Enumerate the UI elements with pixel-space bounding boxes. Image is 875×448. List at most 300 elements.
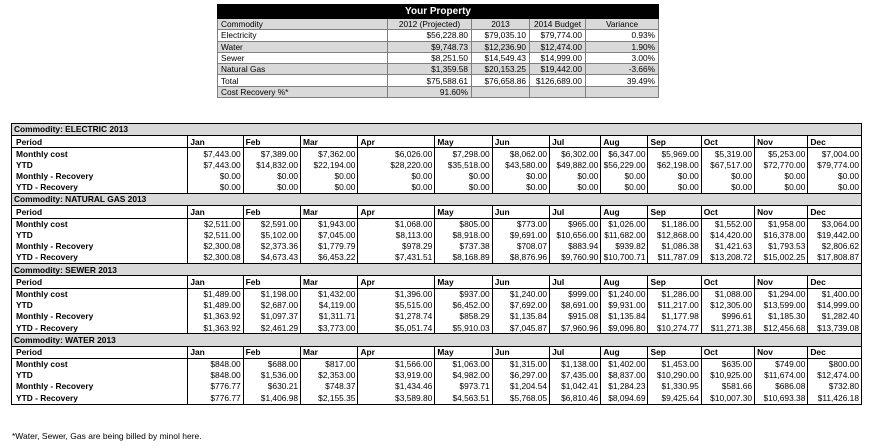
- cell-value: $1,278.74: [358, 311, 435, 322]
- header-2014-budget: 2014 Budget: [530, 19, 586, 30]
- cell-value: $72,770.00: [755, 160, 808, 171]
- row-label: Monthly - Recovery: [12, 381, 188, 392]
- header-variance: Variance: [586, 19, 659, 30]
- row-label: YTD - Recovery: [12, 392, 188, 404]
- cell-value: $10,693.38: [755, 392, 808, 404]
- cell-value: $6,452.00: [435, 300, 492, 311]
- month-header-row: [12, 346, 862, 358]
- cell-value: $2,155.35: [301, 392, 358, 404]
- cell-value: $1,198.00: [243, 288, 300, 300]
- cell-value: $1,489.00: [188, 288, 243, 300]
- cell-value: $8,062.00: [492, 148, 549, 160]
- cell-value: $4,563.51: [435, 392, 492, 404]
- cell-value: $8,837.00: [601, 370, 648, 381]
- cell-value: $1,086.38: [648, 241, 701, 252]
- cell-value: $5,768.05: [492, 392, 549, 404]
- summary-label: Electricity: [218, 30, 388, 41]
- row-ytd: [12, 230, 862, 241]
- cell-value: $9,931.00: [601, 300, 648, 311]
- summary-value: $79,774.00: [530, 30, 586, 41]
- cell-value: $7,004.00: [808, 148, 862, 160]
- summary-header-row: [218, 19, 659, 30]
- cell-value: $3,773.00: [301, 322, 358, 334]
- cell-value: $1,958.00: [755, 218, 808, 230]
- cell-value: $3,064.00: [808, 218, 862, 230]
- month-header: Aug: [601, 206, 648, 218]
- month-header: Dec: [808, 276, 862, 288]
- cell-value: $635.00: [701, 358, 754, 370]
- cell-value: $16,378.00: [755, 230, 808, 241]
- row-label: Monthly - Recovery: [12, 311, 188, 322]
- cell-value: $7,389.00: [243, 148, 300, 160]
- row-ytd-recovery: [12, 392, 862, 404]
- cell-value: $5,910.03: [435, 322, 492, 334]
- row-monthly-recovery: [12, 381, 862, 392]
- month-header: Dec: [808, 206, 862, 218]
- cell-value: $686.08: [755, 381, 808, 392]
- cell-value: $7,362.00: [301, 148, 358, 160]
- cell-value: $0.00: [188, 182, 243, 194]
- cell-value: $2,373.36: [243, 241, 300, 252]
- cell-value: $1,421.63: [701, 241, 754, 252]
- month-header: Dec: [808, 346, 862, 358]
- month-header: Aug: [601, 136, 648, 148]
- month-header: Apr: [358, 136, 435, 148]
- month-header: Mar: [301, 276, 358, 288]
- summary-value: $75,588.61: [388, 75, 472, 86]
- cell-value: $4,119.00: [301, 300, 358, 311]
- cell-value: $10,925.00: [701, 370, 754, 381]
- summary-value: $14,999.00: [530, 52, 586, 63]
- cell-value: $581.66: [701, 381, 754, 392]
- cell-value: $8,168.89: [435, 252, 492, 264]
- summary-label: Water: [218, 41, 388, 52]
- month-header: Nov: [755, 136, 808, 148]
- cell-value: $1,943.00: [301, 218, 358, 230]
- summary-value: 39.49%: [586, 75, 659, 86]
- cell-value: $7,045.87: [492, 322, 549, 334]
- cell-value: $7,443.00: [188, 148, 243, 160]
- summary-row-water: [218, 41, 659, 52]
- summary-row-total: [218, 75, 659, 86]
- row-ytd-recovery: [12, 322, 862, 334]
- cell-value: $11,787.09: [648, 252, 701, 264]
- cell-value: $2,687.00: [243, 300, 300, 311]
- cell-value: $12,456.68: [755, 322, 808, 334]
- cell-value: $749.00: [755, 358, 808, 370]
- month-header: Oct: [701, 136, 754, 148]
- cell-value: $0.00: [755, 171, 808, 182]
- row-label: YTD - Recovery: [12, 322, 188, 334]
- cell-value: $6,302.00: [550, 148, 601, 160]
- cell-value: $996.61: [701, 311, 754, 322]
- monthly-commodity-table: [11, 123, 862, 405]
- cell-value: $10,290.00: [648, 370, 701, 381]
- cell-value: $973.71: [435, 381, 492, 392]
- summary-row-electricity: [218, 30, 659, 41]
- cell-value: $2,300.08: [188, 252, 243, 264]
- cell-value: $14,832.00: [243, 160, 300, 171]
- cell-value: $2,353.00: [301, 370, 358, 381]
- summary-value: 91.60%: [388, 86, 472, 97]
- header-2012-projected: 2012 (Projected): [388, 19, 472, 30]
- row-ytd-recovery: [12, 182, 862, 194]
- cell-value: $7,960.96: [550, 322, 601, 334]
- cell-value: $22,194.00: [301, 160, 358, 171]
- cell-value: $12,305.00: [701, 300, 754, 311]
- cell-value: $1,088.00: [701, 288, 754, 300]
- month-header: Feb: [243, 276, 300, 288]
- cell-value: $1,315.00: [492, 358, 549, 370]
- cell-value: $0.00: [358, 171, 435, 182]
- cell-value: $49,882.00: [550, 160, 601, 171]
- cell-value: $1,294.00: [755, 288, 808, 300]
- cell-value: $848.00: [188, 358, 243, 370]
- summary-label: Cost Recovery %*: [218, 86, 388, 97]
- section-title: Commodity: NATURAL GAS 2013: [12, 194, 862, 206]
- row-ytd: [12, 300, 862, 311]
- cell-value: $9,760.90: [550, 252, 601, 264]
- cell-value: $13,739.08: [808, 322, 862, 334]
- cell-value: $5,051.74: [358, 322, 435, 334]
- cell-value: $1,185.30: [755, 311, 808, 322]
- summary-row-natural-gas: [218, 64, 659, 75]
- cell-value: $0.00: [601, 171, 648, 182]
- cell-value: $14,420.00: [701, 230, 754, 241]
- cell-value: $8,113.00: [358, 230, 435, 241]
- cell-value: $6,297.00: [492, 370, 549, 381]
- summary-value: $19,442.00: [530, 64, 586, 75]
- cell-value: $13,599.00: [755, 300, 808, 311]
- month-header: Jun: [492, 136, 549, 148]
- cell-value: $1,552.00: [701, 218, 754, 230]
- month-header: Jan: [188, 346, 243, 358]
- month-header: Feb: [243, 206, 300, 218]
- row-label: Monthly - Recovery: [12, 241, 188, 252]
- cell-value: $1,793.53: [755, 241, 808, 252]
- summary-value: 1.90%: [586, 41, 659, 52]
- cell-value: $1,566.00: [358, 358, 435, 370]
- cell-value: $8,094.69: [601, 392, 648, 404]
- month-header: Oct: [701, 346, 754, 358]
- section-title: Commodity: ELECTRIC 2013: [12, 124, 862, 136]
- cell-value: $1,363.92: [188, 311, 243, 322]
- cell-value: $1,400.00: [808, 288, 862, 300]
- month-header: May: [435, 276, 492, 288]
- cell-value: $2,591.00: [243, 218, 300, 230]
- month-header: Sep: [648, 206, 701, 218]
- period-label: Period: [12, 206, 188, 218]
- row-label: Monthly cost: [12, 358, 188, 370]
- row-ytd: [12, 160, 862, 171]
- property-summary-table: [217, 4, 659, 98]
- cell-value: $5,969.00: [648, 148, 701, 160]
- cell-value: $1,240.00: [492, 288, 549, 300]
- cell-value: $1,779.79: [301, 241, 358, 252]
- header-commodity: Commodity: [218, 19, 388, 30]
- footnote: *Water, Sewer, Gas are being billed by minol here.: [12, 431, 202, 441]
- cell-value: $10,700.71: [601, 252, 648, 264]
- row-monthly-cost: [12, 288, 862, 300]
- cell-value: $2,300.08: [188, 241, 243, 252]
- summary-value: $1,359.58: [388, 64, 472, 75]
- cell-value: $0.00: [601, 182, 648, 194]
- cell-value: $2,511.00: [188, 218, 243, 230]
- cell-value: $9,425.64: [648, 392, 701, 404]
- month-header: Nov: [755, 276, 808, 288]
- cell-value: $15,002.25: [755, 252, 808, 264]
- section-electric: [12, 124, 862, 136]
- cell-value: $773.00: [492, 218, 549, 230]
- month-header: Sep: [648, 136, 701, 148]
- cell-value: $9,691.00: [492, 230, 549, 241]
- cell-value: $0.00: [435, 182, 492, 194]
- cell-value: $0.00: [701, 182, 754, 194]
- row-label: YTD: [12, 370, 188, 381]
- cell-value: $732.80: [808, 381, 862, 392]
- month-header: Nov: [755, 206, 808, 218]
- cell-value: $7,692.00: [492, 300, 549, 311]
- row-monthly-cost: [12, 218, 862, 230]
- row-label: YTD - Recovery: [12, 182, 188, 194]
- month-header: Nov: [755, 346, 808, 358]
- period-label: Period: [12, 136, 188, 148]
- cell-value: $848.00: [188, 370, 243, 381]
- month-header: May: [435, 136, 492, 148]
- summary-label: Total: [218, 75, 388, 86]
- cell-value: $6,347.00: [601, 148, 648, 160]
- cell-value: $12,474.00: [808, 370, 862, 381]
- cell-value: $1,286.00: [648, 288, 701, 300]
- cell-value: $1,453.00: [648, 358, 701, 370]
- cell-value: $0.00: [648, 171, 701, 182]
- cell-value: $5,102.00: [243, 230, 300, 241]
- row-monthly-recovery: [12, 311, 862, 322]
- month-header: Jul: [550, 346, 601, 358]
- cell-value: $1,042.41: [550, 381, 601, 392]
- row-ytd-recovery: [12, 252, 862, 264]
- cell-value: $748.37: [301, 381, 358, 392]
- month-header: Jun: [492, 276, 549, 288]
- summary-value: [472, 86, 530, 97]
- month-header: Oct: [701, 206, 754, 218]
- cell-value: $8,691.00: [550, 300, 601, 311]
- cell-value: $8,876.96: [492, 252, 549, 264]
- cell-value: $1,177.98: [648, 311, 701, 322]
- cell-value: $13,208.72: [701, 252, 754, 264]
- cell-value: $35,518.00: [435, 160, 492, 171]
- row-label: Monthly cost: [12, 218, 188, 230]
- cell-value: $0.00: [701, 171, 754, 182]
- cell-value: $1,026.00: [601, 218, 648, 230]
- cell-value: $1,434.46: [358, 381, 435, 392]
- cell-value: $0.00: [492, 182, 549, 194]
- cell-value: $0.00: [301, 182, 358, 194]
- cell-value: $688.00: [243, 358, 300, 370]
- summary-value: $8,251.50: [388, 52, 472, 63]
- cell-value: $805.00: [435, 218, 492, 230]
- period-label: Period: [12, 346, 188, 358]
- cell-value: $630.21: [243, 381, 300, 392]
- month-header: Mar: [301, 346, 358, 358]
- cell-value: $11,674.00: [755, 370, 808, 381]
- cell-value: $939.82: [601, 241, 648, 252]
- cell-value: $776.77: [188, 392, 243, 404]
- cell-value: $67,517.00: [701, 160, 754, 171]
- cell-value: $2,806.62: [808, 241, 862, 252]
- cell-value: $9,096.80: [601, 322, 648, 334]
- row-monthly-recovery: [12, 241, 862, 252]
- summary-value: $126,689.00: [530, 75, 586, 86]
- cell-value: $6,810.46: [550, 392, 601, 404]
- month-header: Jul: [550, 206, 601, 218]
- cell-value: $1,363.92: [188, 322, 243, 334]
- cell-value: $1,138.00: [550, 358, 601, 370]
- period-label: Period: [12, 276, 188, 288]
- summary-value: [530, 86, 586, 97]
- cell-value: $7,045.00: [301, 230, 358, 241]
- cell-value: $776.77: [188, 381, 243, 392]
- month-header: Jul: [550, 136, 601, 148]
- cell-value: $0.00: [550, 171, 601, 182]
- cell-value: $1,282.40: [808, 311, 862, 322]
- cell-value: $978.29: [358, 241, 435, 252]
- row-monthly-cost: [12, 148, 862, 160]
- month-header-row: [12, 136, 862, 148]
- header-2013: 2013: [472, 19, 530, 30]
- cell-value: $12,868.00: [648, 230, 701, 241]
- cell-value: $7,443.00: [188, 160, 243, 171]
- cell-value: $1,068.00: [358, 218, 435, 230]
- month-header: Apr: [358, 276, 435, 288]
- cell-value: $1,330.95: [648, 381, 701, 392]
- cell-value: $800.00: [808, 358, 862, 370]
- cell-value: $6,026.00: [358, 148, 435, 160]
- cell-value: $0.00: [243, 182, 300, 194]
- cell-value: $10,007.30: [701, 392, 754, 404]
- cell-value: $11,682.00: [601, 230, 648, 241]
- section-sewer: [12, 264, 862, 276]
- cell-value: $7,435.00: [550, 370, 601, 381]
- cell-value: $1,097.37: [243, 311, 300, 322]
- cell-value: $3,919.00: [358, 370, 435, 381]
- row-label: YTD - Recovery: [12, 252, 188, 264]
- cell-value: $1,240.00: [601, 288, 648, 300]
- summary-row-cost-recovery: [218, 86, 659, 97]
- cell-value: $4,673.43: [243, 252, 300, 264]
- section-water: [12, 334, 862, 346]
- cell-value: $43,580.00: [492, 160, 549, 171]
- summary-value: $12,236.90: [472, 41, 530, 52]
- summary-row-sewer: [218, 52, 659, 63]
- cell-value: $11,426.18: [808, 392, 862, 404]
- month-header: Jan: [188, 136, 243, 148]
- cell-value: $937.00: [435, 288, 492, 300]
- cell-value: $11,271.38: [701, 322, 754, 334]
- summary-value: $12,474.00: [530, 41, 586, 52]
- cell-value: $7,431.51: [358, 252, 435, 264]
- cell-value: $1,396.00: [358, 288, 435, 300]
- cell-value: $1,311.71: [301, 311, 358, 322]
- cell-value: $708.07: [492, 241, 549, 252]
- row-label: Monthly cost: [12, 148, 188, 160]
- month-header: Jun: [492, 206, 549, 218]
- summary-value: 0.93%: [586, 30, 659, 41]
- cell-value: $883.94: [550, 241, 601, 252]
- cell-value: $11,217.00: [648, 300, 701, 311]
- row-label: YTD: [12, 230, 188, 241]
- cell-value: $5,515.00: [358, 300, 435, 311]
- month-header: May: [435, 346, 492, 358]
- summary-title-row: [218, 5, 659, 19]
- cell-value: $5,253.00: [755, 148, 808, 160]
- month-header: Aug: [601, 346, 648, 358]
- cell-value: $1,284.23: [601, 381, 648, 392]
- month-header: Feb: [243, 136, 300, 148]
- cell-value: $3,589.80: [358, 392, 435, 404]
- cell-value: $1,135.84: [601, 311, 648, 322]
- row-label: YTD: [12, 300, 188, 311]
- cell-value: $1,406.98: [243, 392, 300, 404]
- cell-value: $817.00: [301, 358, 358, 370]
- row-label: Monthly - Recovery: [12, 171, 188, 182]
- cell-value: $2,511.00: [188, 230, 243, 241]
- month-header-row: [12, 276, 862, 288]
- cell-value: $0.00: [435, 171, 492, 182]
- cell-value: $0.00: [808, 171, 862, 182]
- cell-value: $0.00: [243, 171, 300, 182]
- summary-value: [586, 86, 659, 97]
- section-title: Commodity: WATER 2013: [12, 334, 862, 346]
- summary-value: $56,228.80: [388, 30, 472, 41]
- cell-value: $0.00: [301, 171, 358, 182]
- cell-value: $1,186.00: [648, 218, 701, 230]
- cell-value: $999.00: [550, 288, 601, 300]
- summary-value: $76,658.86: [472, 75, 530, 86]
- summary-value: 3.00%: [586, 52, 659, 63]
- month-header: Sep: [648, 346, 701, 358]
- cell-value: $10,656.00: [550, 230, 601, 241]
- cell-value: $1,536.00: [243, 370, 300, 381]
- cell-value: $1,204.54: [492, 381, 549, 392]
- cell-value: $1,135.84: [492, 311, 549, 322]
- cell-value: $965.00: [550, 218, 601, 230]
- month-header: Apr: [358, 206, 435, 218]
- cell-value: $1,063.00: [435, 358, 492, 370]
- summary-value: $9,748.73: [388, 41, 472, 52]
- month-header: Jan: [188, 206, 243, 218]
- cell-value: $56,229.00: [601, 160, 648, 171]
- month-header: Jun: [492, 346, 549, 358]
- row-monthly-recovery: [12, 171, 862, 182]
- cell-value: $8,918.00: [435, 230, 492, 241]
- cell-value: $7,298.00: [435, 148, 492, 160]
- summary-value: $14,549.43: [472, 52, 530, 63]
- month-header: Jul: [550, 276, 601, 288]
- month-header: May: [435, 206, 492, 218]
- row-label: YTD: [12, 160, 188, 171]
- row-monthly-cost: [12, 358, 862, 370]
- summary-label: Natural Gas: [218, 64, 388, 75]
- row-label: Monthly cost: [12, 288, 188, 300]
- cell-value: $0.00: [550, 182, 601, 194]
- cell-value: $858.29: [435, 311, 492, 322]
- month-header: Feb: [243, 346, 300, 358]
- cell-value: $0.00: [755, 182, 808, 194]
- month-header: Aug: [601, 276, 648, 288]
- cell-value: $10,274.77: [648, 322, 701, 334]
- cell-value: $1,489.00: [188, 300, 243, 311]
